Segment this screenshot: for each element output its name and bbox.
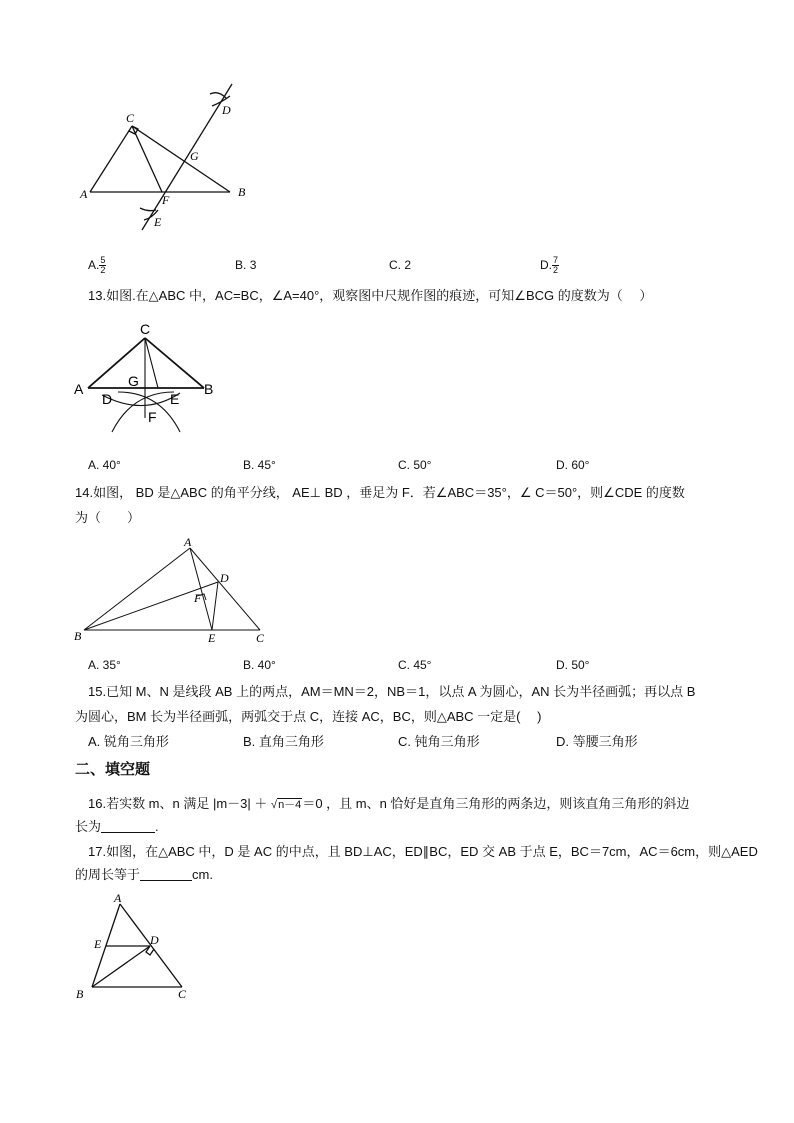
option-q15-a[interactable]: A. 锐角三角形: [88, 734, 169, 749]
label-e: E: [208, 631, 216, 645]
option-q12-a[interactable]: [88, 253, 106, 278]
option-q13-a[interactable]: A. 40°: [88, 458, 121, 472]
figure-q17: [70, 892, 200, 1004]
label-c: C: [140, 321, 151, 337]
fraction-seven-halves: $\frac{7}{2}$: [553, 255, 559, 276]
label-g: G: [128, 373, 139, 389]
option-q15-d[interactable]: D. 等腰三角形: [556, 734, 638, 749]
option-q14-b[interactable]: B. 40°: [243, 658, 276, 672]
option-q13-b[interactable]: B. 45°: [243, 458, 276, 472]
label-a: A: [80, 187, 88, 201]
figure-q13: [70, 320, 230, 440]
label-b: B: [76, 987, 84, 1001]
label-a: A: [74, 381, 84, 397]
question-16-line2: 长为 .: [75, 819, 159, 834]
option-q12-c[interactable]: C. 2: [389, 258, 412, 272]
option-q15-c[interactable]: C. 钝角三角形: [398, 734, 480, 749]
figure-q12: [70, 80, 270, 240]
option-q12-d[interactable]: [540, 253, 559, 278]
question-14-stem-line2: 为（ ）: [75, 510, 141, 525]
option-q12-b[interactable]: B. 3: [235, 258, 257, 272]
label-f: F: [194, 591, 202, 605]
answer-blank-17[interactable]: [140, 866, 192, 881]
label-f: F: [148, 409, 157, 425]
option-q15-b[interactable]: B. 直角三角形: [243, 734, 324, 749]
question-13-stem: 13.如图.在△ABC 中，AC=BC，∠A=40°，观察图中尺规作图的痕迹，可知∠BCG 的度数为（ ）: [88, 288, 653, 303]
label-d: D: [222, 103, 231, 117]
label-d: D: [150, 933, 159, 947]
section-title: 二、填空题: [75, 761, 151, 778]
question-17-stem-line1: 17.如图，在△ABC 中，D 是 AC 的中点，且 BD⊥AC，ED∥BC，ED 交 AB 于点 E，BC＝7cm，AC＝6cm，则△AED: [88, 844, 758, 859]
label-e: E: [170, 391, 180, 407]
option-key: A.: [88, 258, 100, 272]
option-key: D.: [540, 258, 552, 272]
label-e: E: [94, 937, 102, 951]
question-17-stem-line2: 的周长等于 cm.: [75, 867, 213, 882]
option-q14-c[interactable]: C. 45°: [398, 658, 432, 672]
label-a: A: [114, 892, 122, 905]
question-15-stem-line2: 为圆心，BM 长为半径画弧，两弧交于点 C，连接 AC，BC，则△ABC 一定是( ): [75, 709, 542, 724]
label-a: A: [184, 538, 192, 549]
label-e: E: [154, 215, 162, 229]
label-g: G: [190, 149, 199, 163]
question-15-stem-line1: 15.已知 M、N 是线段 AB 上的两点，AM＝MN＝2，NB＝1，以点 A 为圆心，AN 长为半径画弧；再以点 B: [88, 684, 696, 699]
label-c: C: [256, 631, 265, 645]
label-b: B: [204, 381, 214, 397]
option-q14-d[interactable]: D. 50°: [556, 658, 590, 672]
fraction-five-halves: $\frac{5}{2}$: [100, 255, 106, 276]
radical: n－4: [278, 799, 302, 811]
question-14-stem-line1: 14.如图， BD 是△ABC 的角平分线， AE⊥ BD ，垂足为 F．若∠ABC＝35°，∠ C＝50°，则∠CDE 的度数: [75, 485, 685, 500]
label-b: B: [238, 185, 246, 199]
figure-q14: [70, 538, 280, 650]
option-q14-a[interactable]: A. 35°: [88, 658, 121, 672]
answer-blank-16[interactable]: [101, 818, 155, 833]
label-c: C: [126, 111, 135, 125]
label-d: D: [102, 391, 113, 407]
option-q13-c[interactable]: C. 50°: [398, 458, 432, 472]
label-c: C: [178, 987, 187, 1001]
label-d: D: [220, 571, 229, 585]
label-b: B: [74, 629, 82, 643]
label-f: F: [162, 193, 170, 207]
question-16-line1: 16.若实数 m、n 满足 |m－3| ＋ √n－4＝0 ，且 m、n 恰好是直角三角形的两条边，则该直角三角形的斜边: [88, 796, 690, 811]
option-q13-d[interactable]: D. 60°: [556, 458, 590, 472]
